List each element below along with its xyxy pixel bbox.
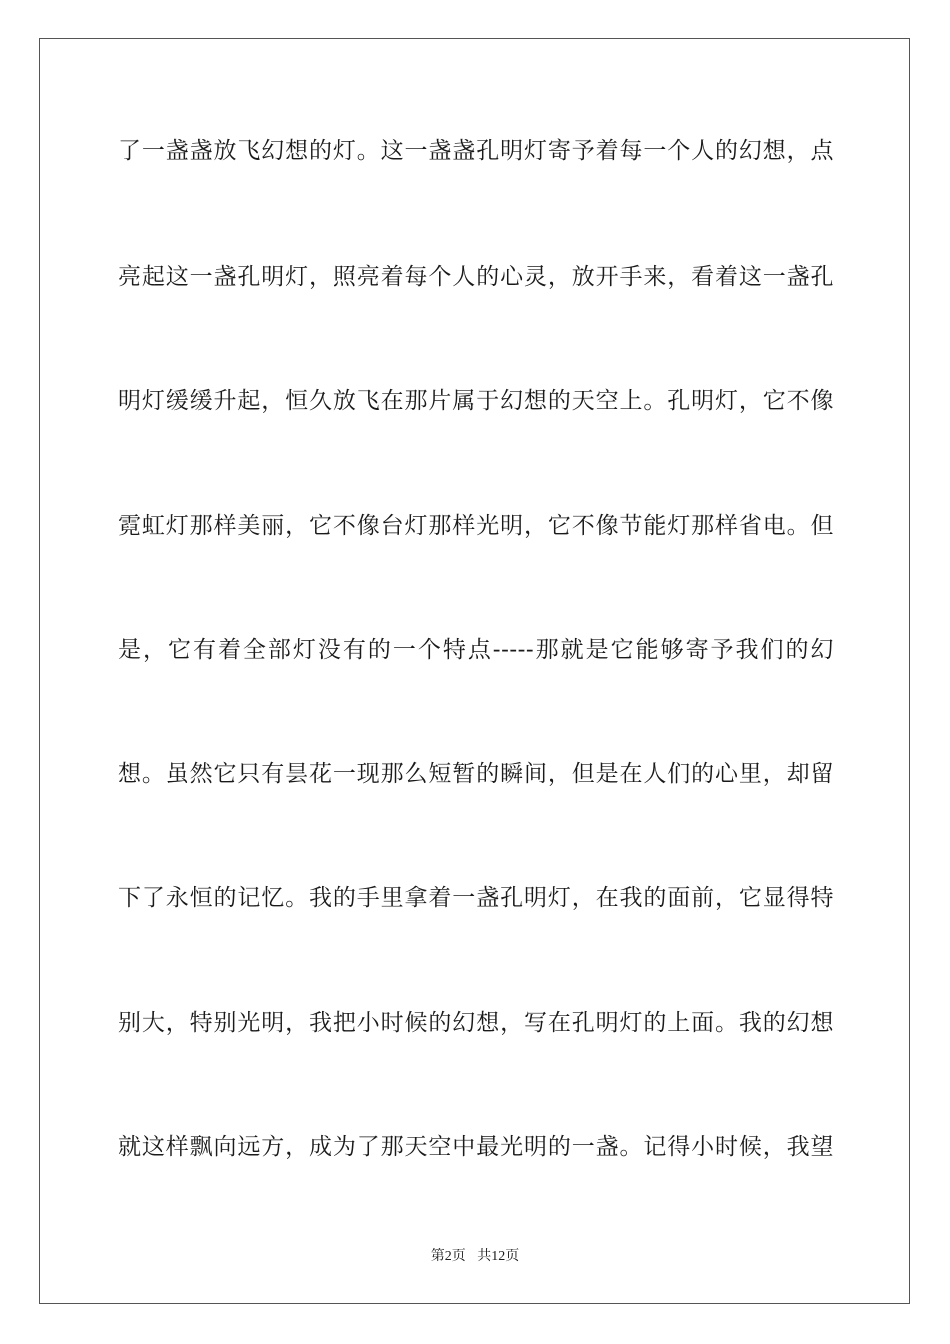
text-line: 明灯缓缓升起，恒久放飞在那片属于幻想的天空上。孔明灯，它不像	[118, 388, 834, 414]
text-line: 亮起这一盏孔明灯，照亮着每个人的心灵，放开手来，看着这一盏孔	[118, 264, 834, 290]
total-pages: 共12页	[477, 1249, 520, 1264]
text-line: 是，它有着全部灯没有的一个特点-----那就是它能够寄予我们的幻	[118, 637, 834, 663]
text-line: 想。虽然它只有昙花一现那么短暂的瞬间，但是在人们的心里，却留	[118, 761, 834, 787]
text-line: 就这样飘向远方，成为了那天空中最光明的一盏。记得小时候，我望	[118, 1134, 834, 1160]
text-line: 了一盏盏放飞幻想的灯。这一盏盏孔明灯寄予着每一个人的幻想，点	[118, 138, 834, 164]
text-line: 霓虹灯那样美丽，它不像台灯那样光明，它不像节能灯那样省电。但	[118, 513, 834, 539]
page-border	[39, 38, 910, 1304]
page-number: 第2页	[430, 1249, 466, 1264]
text-line: 下了永恒的记忆。我的手里拿着一盏孔明灯，在我的面前，它显得特	[118, 885, 834, 911]
text-line: 别大，特别光明，我把小时候的幻想，写在孔明灯的上面。我的幻想	[118, 1010, 834, 1036]
page-footer	[0, 1248, 950, 1266]
